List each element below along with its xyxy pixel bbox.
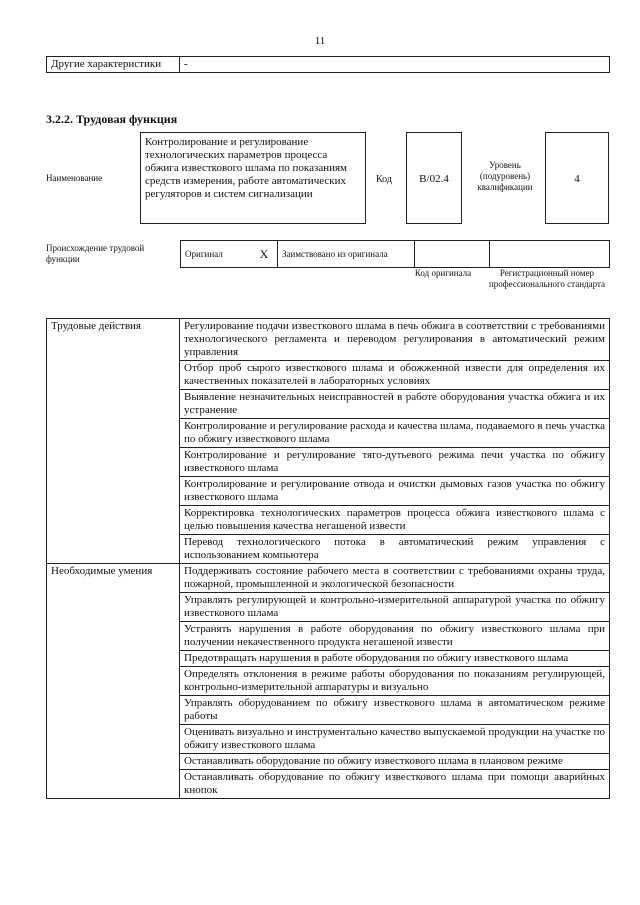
required-skill-item: Останавливать оборудование по обжигу известкового шлама при помощи аварийных кнопок: [180, 770, 610, 799]
section-title: 3.2.2. Трудовая функция: [46, 112, 178, 126]
origin-reg-number-cell: [490, 241, 610, 268]
main-table: [46, 318, 610, 799]
labor-action-category-label: Трудовые действия: [47, 319, 180, 564]
origin-label: Происхождение трудовой функции: [46, 243, 145, 264]
labor-action-item: Отбор проб сырого известкового шлама и обожженной извести для определения их качественных показателей в лабораторных условиях: [180, 361, 610, 390]
required-skill-item: Управлять регулирующей и контрольно-измерительной аппаратурой участка по обжигу известкового шлама: [180, 593, 610, 622]
function-code-box: B/02.4: [406, 132, 462, 224]
reg-number-caption: Регистрационный номер профессионального стандарта: [488, 268, 606, 289]
labor-action-item: Контролирование и регулирование тяго-дутьевого режима печи участка по обжигу известкового шлама: [180, 448, 610, 477]
other-characteristics-table: [46, 56, 610, 73]
labor-action-item: Корректировка технологических параметров процесса обжига известкового шлама с целью повышения качества негашеной извести: [180, 506, 610, 535]
labor-action-item: Контролирование и регулирование отвода и очистки дымовых газов участка по обжигу известкового шлама: [180, 477, 610, 506]
required-skill-item: Управлять оборудованием по обжигу известкового шлама в автоматическом режиме работы: [180, 696, 610, 725]
origin-borrowed-label: Заимствовано из оригинала: [278, 241, 415, 268]
other-characteristics-value: -: [180, 57, 610, 73]
origin-original-label: Оригинал: [181, 241, 252, 268]
table-row: [47, 564, 610, 593]
required-skill-item: Определять отклонения в режиме работы оборудования по показаниям регулирующей, контрольно-измерительной аппаратуры и визуально: [180, 667, 610, 696]
function-name-box: Контролирование и регулирование технологических параметров процесса обжига известкового шлама по показаниям средств измерения, работе автоматических регуляторов и систем сигнализации: [140, 132, 366, 224]
labor-action-item: Выявление незначительных неисправностей в работе оборудования участка обжига и их устранение: [180, 390, 610, 419]
code-label: Код: [376, 174, 392, 185]
page-number: 11: [314, 35, 326, 47]
labor-action-item: Регулирование подачи известкового шлама в печь обжига в соответствии с требованиями технологического регламента и переводом регулирования в автоматический режим управления: [180, 319, 610, 361]
name-label: Наименование: [46, 173, 103, 183]
labor-action-item: Перевод технологического потока в автоматический режим управления с использованием компьютера: [180, 535, 610, 564]
required-skill-item: Поддерживать состояние рабочего места в соответствии с требованиями охраны труда, пожарной, промышленной и экологической безопасности: [180, 564, 610, 593]
other-characteristics-label: Другие характеристики: [47, 57, 180, 73]
origin-table: [180, 240, 610, 268]
required-skill-item: Оценивать визуально и инструментально качество выпускаемой продукции на участке по обжигу известкового шлама: [180, 725, 610, 754]
required-skill-item: Останавливать оборудование по обжигу известкового шлама в плановом режиме: [180, 754, 610, 770]
table-row: [47, 319, 610, 361]
code-original-caption: Код оригинала: [414, 268, 472, 278]
required-skill-item: Устранять нарушения в работе оборудования по обжигу известкового шлама при получении некачественного продукта негашеной извести: [180, 622, 610, 651]
origin-original-mark: X: [251, 241, 278, 268]
required-skill-item: Предотвращать нарушения в работе оборудования по обжигу известкового шлама: [180, 651, 610, 667]
level-label: Уровень (подуровень) квалификации: [477, 160, 533, 192]
origin-code-cell: [415, 241, 490, 268]
required-skill-category-label: Необходимые умения: [47, 564, 180, 799]
function-level-box: 4: [545, 132, 609, 224]
labor-action-item: Контролирование и регулирование расхода и качества шлама, подаваемого в печь участка по обжигу известкового шлама: [180, 419, 610, 448]
